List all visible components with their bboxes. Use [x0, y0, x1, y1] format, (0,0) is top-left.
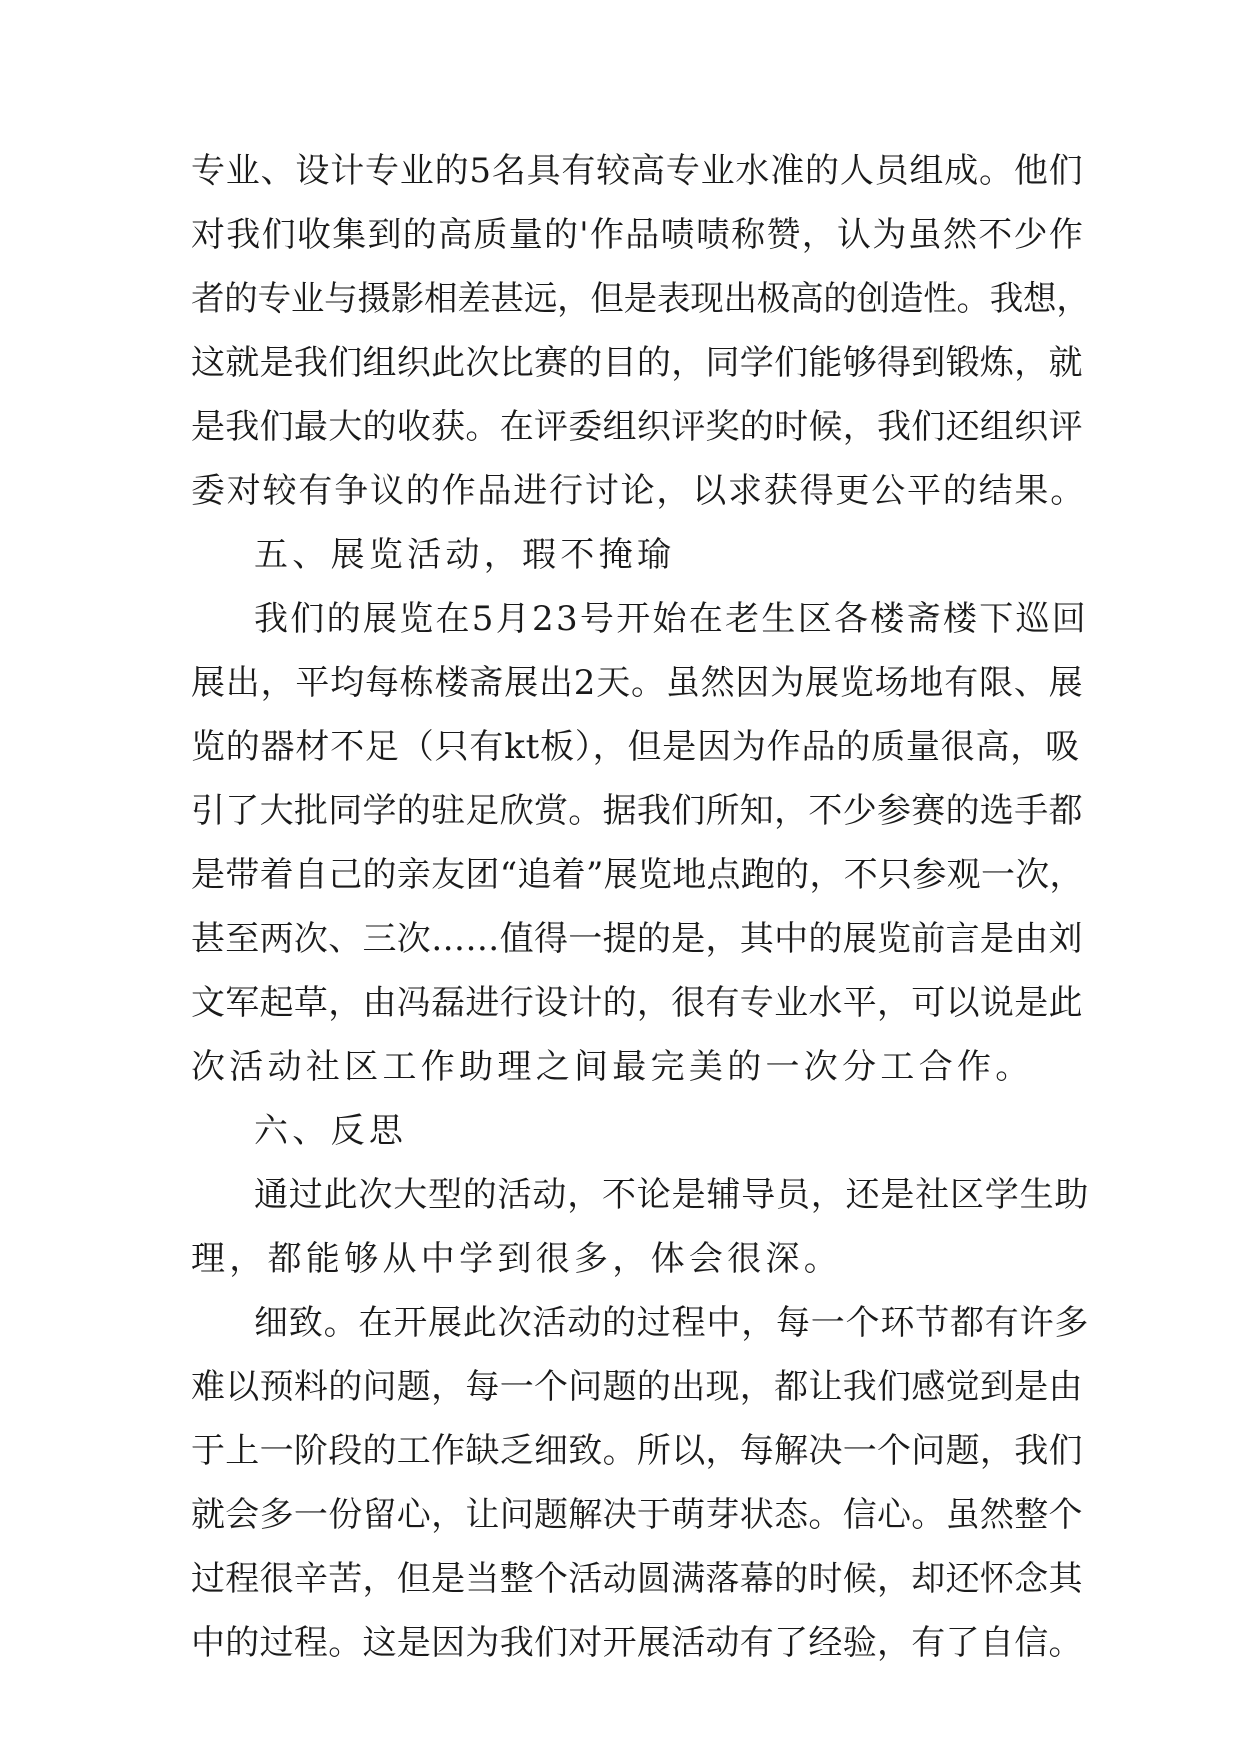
text-line: 于上一阶段的工作缺乏细致。所以，每解决一个问题，我们: [191, 1431, 1083, 1471]
text-line: 理，都能够从中学到很多，体会很深。: [191, 1239, 843, 1279]
text-line: 文军起草，由冯磊进行设计的，很有专业水平，可以说是此: [191, 983, 1083, 1023]
text-line: 通过此次大型的活动，不论是辅导员，还是社区学生助: [254, 1175, 1090, 1215]
text-line: 过程很辛苦，但是当整个活动圆满落幕的时候，却还怀念其: [191, 1559, 1083, 1599]
text-line: 甚至两次、三次……值得一提的是，其中的展览前言是由刘: [191, 919, 1083, 959]
text-line: 览的器材不足（只有kt板），但是因为作品的质量很高，吸: [191, 727, 1080, 767]
text-line: 难以预料的问题，每一个问题的出现，都让我们感觉到是由: [191, 1367, 1083, 1407]
text-line: 是我们最大的收获。在评委组织评奖的时候，我们还组织评: [191, 407, 1083, 447]
text-line: 次活动社区工作助理之间最完美的一次分工合作。: [191, 1047, 1034, 1087]
text-line: 引了大批同学的驻足欣赏。据我们所知，不少参赛的选手都: [191, 791, 1083, 831]
text-line: 这就是我们组织此次比赛的目的，同学们能够得到锻炼，就: [191, 343, 1083, 383]
text-line: 细致。在开展此次活动的过程中，每一个环节都有许多: [254, 1303, 1090, 1343]
text-line: 对我们收集到的高质量的'作品啧啧称赞，认为虽然不少作: [191, 215, 1085, 255]
text-line: 者的专业与摄影相差甚远，但是表现出极高的创造性。我想，: [191, 279, 1090, 319]
text-line: 中的过程。这是因为我们对开展活动有了经验，有了自信。: [191, 1623, 1083, 1663]
text-line: 我们的展览在5月23号开始在老生区各楼斋楼下巡回: [254, 599, 1089, 639]
text-line: 委对较有争议的作品进行讨论，以求获得更公平的结果。: [191, 471, 1086, 511]
section-heading: 五、展览活动，瑕不掩瑜: [254, 535, 676, 575]
text-line: 就会多一份留心，让问题解决于萌芽状态。信心。虽然整个: [191, 1495, 1083, 1535]
text-line: 是带着自己的亲友团“追着”展览地点跑的，不只参观一次，: [191, 855, 1084, 895]
text-line: 专业、设计专业的5名具有较高专业水准的人员组成。他们: [191, 151, 1084, 191]
section-heading: 六、反思: [254, 1111, 408, 1151]
text-line: 展出，平均每栋楼斋展出2天。虽然因为展览场地有限、展: [191, 663, 1084, 703]
